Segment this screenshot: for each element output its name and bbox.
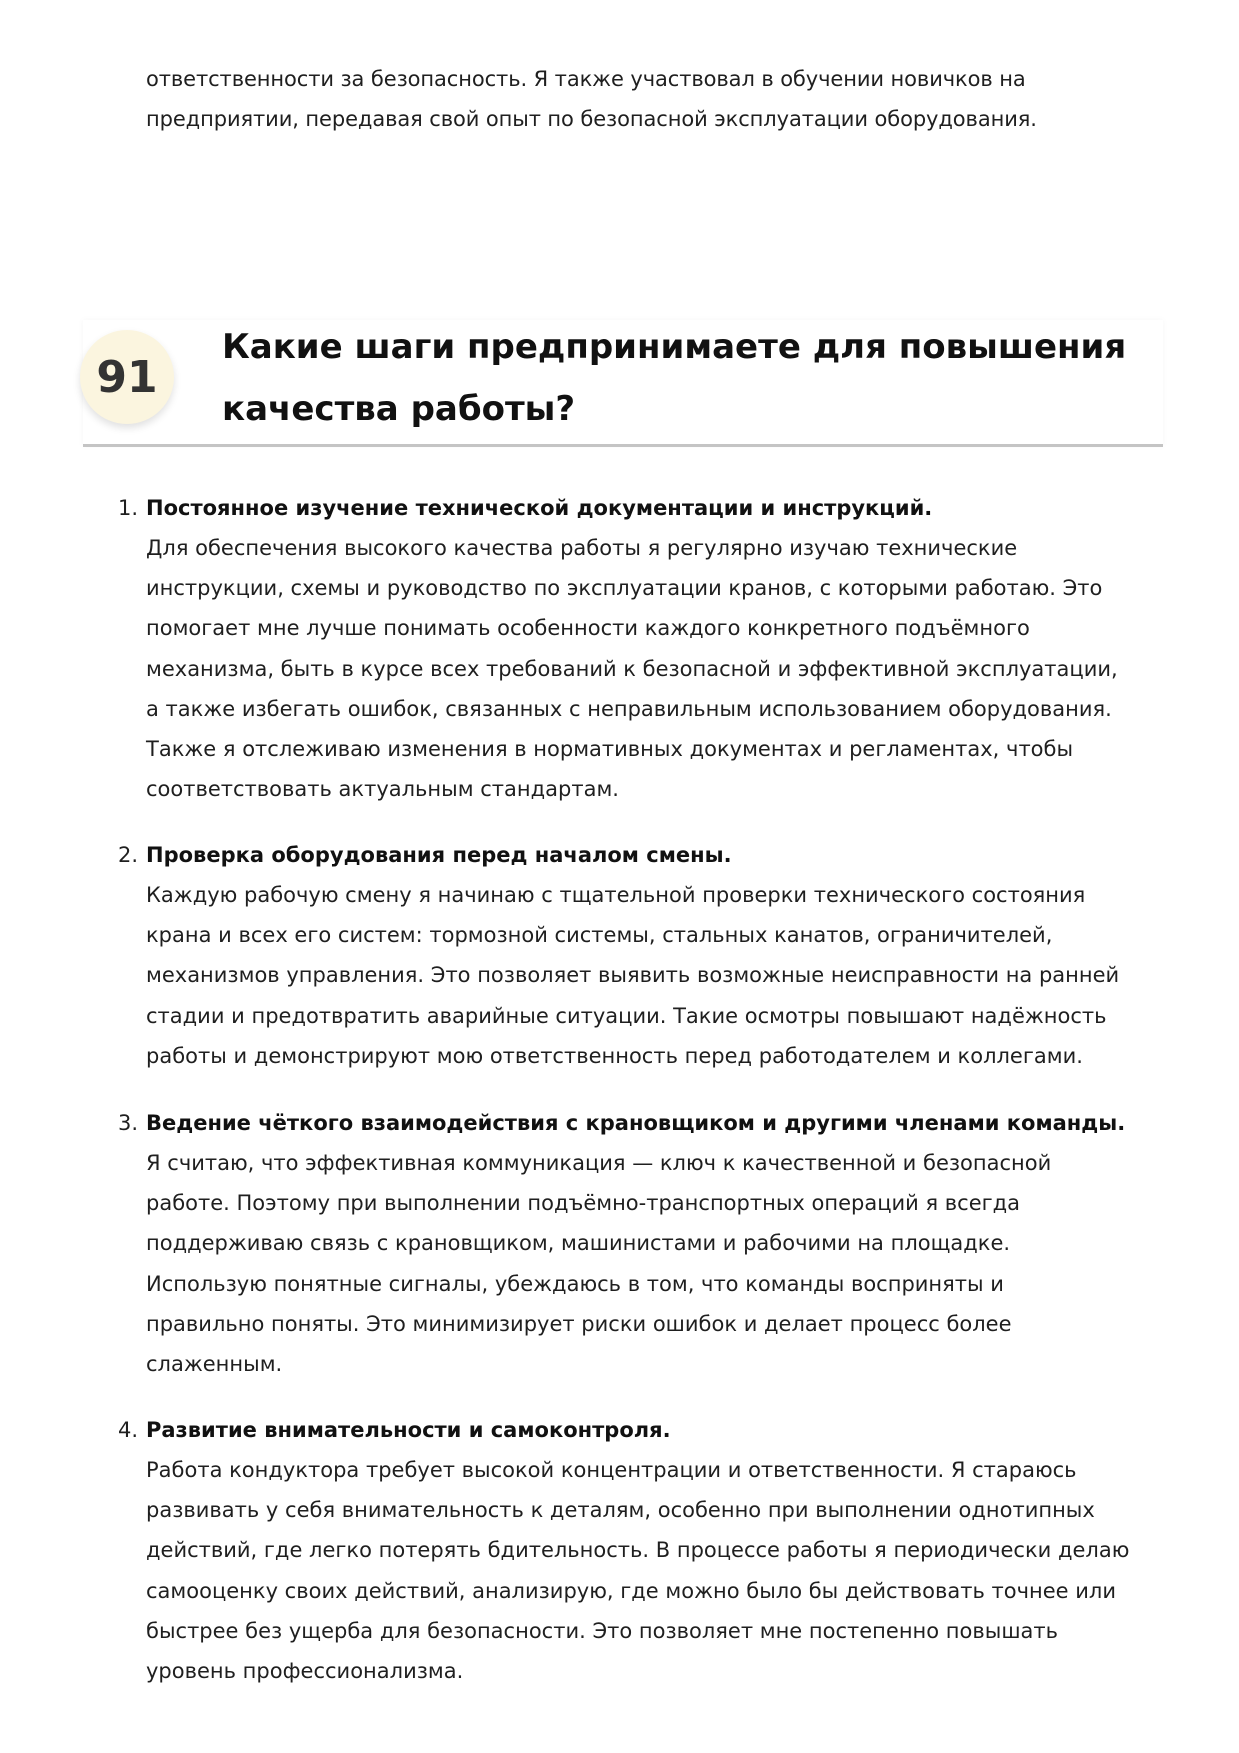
list-item-text-line: слаженным.	[146, 1352, 283, 1377]
list-item-title: Проверка оборудования перед началом смены.	[146, 843, 732, 867]
question-title	[222, 316, 1126, 440]
list-item-text-line: крана и всех его систем: тормозной системы, стальных канатов, ограничителей,	[146, 923, 1053, 948]
question-title-line: качества работы?	[222, 389, 576, 429]
intro-paragraph	[146, 59, 1037, 139]
list-item-text-line: Я считаю, что эффективная коммуникация — ключ к качественной и безопасной	[146, 1151, 1052, 1175]
list-item-text-line: соответствовать актуальным стандартам.	[146, 777, 619, 802]
list-item-body	[146, 1103, 1125, 1384]
list-item-number: 2.	[118, 843, 139, 867]
list-item-title: Развитие внимательности и самоконтроля.	[146, 1418, 671, 1442]
list-item-text-line: механизмов управления. Это позволяет выявить возможные неисправности на ранней	[146, 963, 1120, 988]
list-item-text-line: правильно поняты. Это минимизирует риски ошибок и делает процесс более	[146, 1311, 1012, 1336]
list-item-title: Ведение чёткого взаимодействия с крановщиком и другими членами команды.	[146, 1111, 1126, 1135]
list-item-body	[146, 488, 1118, 809]
list-item-body	[146, 1410, 1129, 1691]
list-item-title: Постоянное изучение технической документации и инструкций.	[146, 496, 933, 520]
list-item-text-line: помогает мне лучше понимать особенности каждого конкретного подъёмного	[146, 616, 1030, 641]
question-title-line: Какие шаги предпринимаете для повышения	[222, 327, 1127, 367]
list-item-text-line: а также избегать ошибок, связанных с неправильным использованием оборудования.	[146, 696, 1112, 721]
list-item-text-line: работы и демонстрируют мою ответственность перед работодателем и коллегами.	[146, 1043, 1083, 1068]
list-item-text-line: работе. Поэтому при выполнении подъёмно-транспортных операций я всегда	[146, 1191, 1021, 1216]
list-item-text-line: Каждую рабочую смену я начинаю с тщательной проверки технического состояния	[146, 883, 1086, 907]
list-item-number: 4.	[118, 1418, 139, 1442]
list-item-text-line: Работа кондуктора требует высокой концентрации и ответственности. Я стараюсь	[146, 1458, 1077, 1482]
list-item-text-line: развивать у себя внимательность к деталям, особенно при выполнении однотипных	[146, 1498, 1095, 1523]
list-item-text-line: механизма, быть в курсе всех требований к безопасной и эффективной эксплуатации,	[146, 656, 1118, 681]
divider	[83, 444, 1163, 447]
question-number-badge: 91	[80, 330, 174, 424]
list-item-text-line: действий, где легко потерять бдительность. В процессе работы я периодически делаю	[146, 1538, 1130, 1563]
list-item-text-line: поддерживаю связь с крановщиком, машинистами и рабочими на площадке.	[146, 1231, 1011, 1256]
list-item-number: 1.	[118, 496, 139, 520]
list-item-number: 3.	[118, 1111, 139, 1135]
intro-line: предприятии, передавая свой опыт по безопасной эксплуатации оборудования.	[146, 107, 1037, 132]
list-item-text-line: Использую понятные сигналы, убеждаюсь в том, что команды восприняты и	[146, 1271, 1004, 1296]
list-item-text-line: Также я отслеживаю изменения в нормативных документах и регламентах, чтобы	[146, 737, 1074, 762]
list-item-text-line: инструкции, схемы и руководство по эксплуатации кранов, с которыми работаю. Это	[146, 576, 1103, 601]
list-item-text-line: быстрее без ущерба для безопасности. Это позволяет мне постепенно повышать	[146, 1618, 1059, 1643]
list-item-text-line: стадии и предотвратить аварийные ситуации. Такие осмотры повышают надёжность	[146, 1003, 1107, 1028]
list-item-body	[146, 835, 1119, 1076]
list-item-text-line: самооценку своих действий, анализирую, где можно было бы действовать точнее или	[146, 1578, 1116, 1603]
intro-line: ответственности за безопасность. Я также участвовал в обучении новичков на	[146, 67, 1026, 91]
list-item-text-line: Для обеспечения высокого качества работы я регулярно изучаю технические	[146, 536, 1018, 560]
list-item-text-line: уровень профессионализма.	[146, 1659, 464, 1684]
